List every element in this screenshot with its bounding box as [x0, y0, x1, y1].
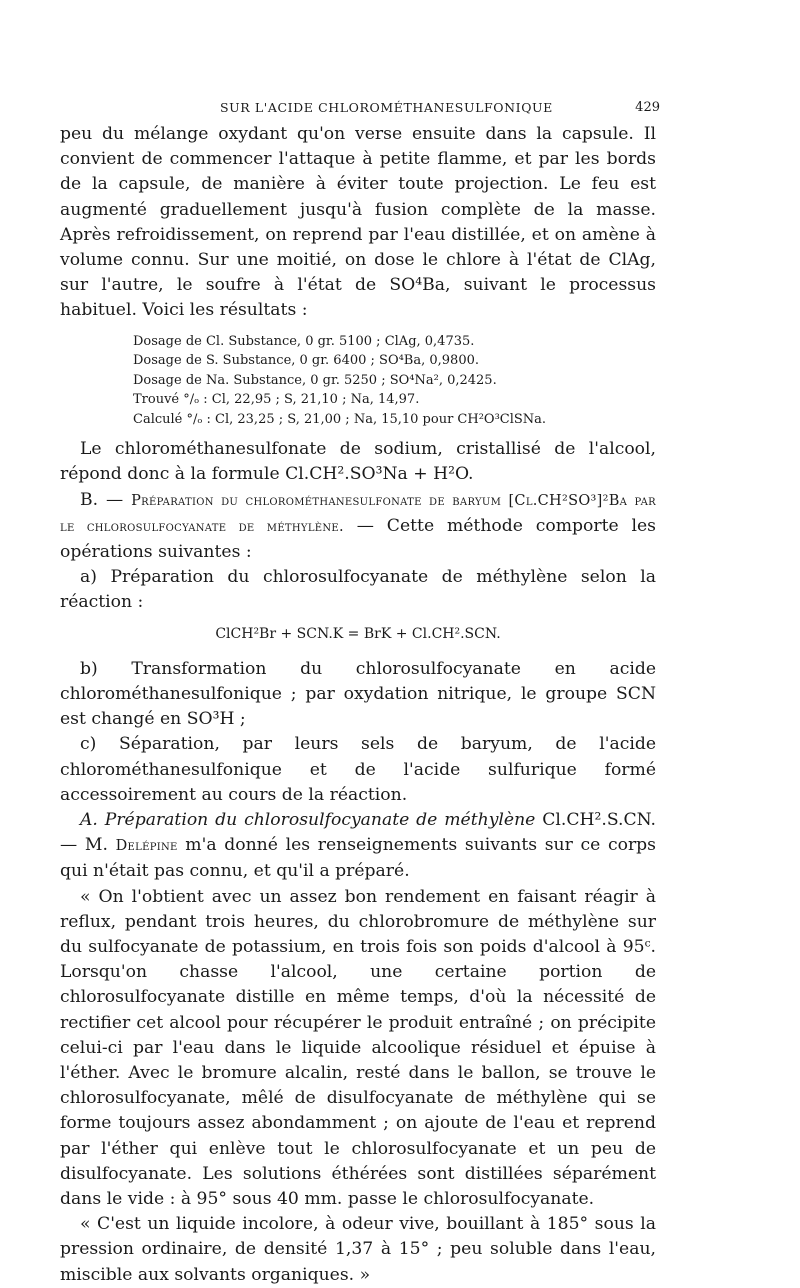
- step-a: a) Préparation du chlorosulfocyanate de méthylène selon la réaction :: [60, 567, 656, 613]
- quote-preparation: « On l'obtient avec un assez bon rendement en faisant réagir à reflux, pendant trois heures, du chlorobromure de méthylène sur du sulfocyanate de potassium, en trois fois son poids d'alcool à 95ᶜ. Lorsqu'on chasse l'alcool, une certaine portion de chlorosulfocyanate distille en même temps, d'où la nécessité de rectifier cet alcool pour récupérer le produit entraîné ; on précipite celui-ci par l'eau dans le liquide alcoolique résiduel et épuise à l'éther. Avec le bromure alcalin, resté dans le ballon, se trouve le chlorosulfocyanate, mêlé de disulfocyanate de méthylène qui se forme toujours assez abondamment ; on ajoute de l'eau et reprend par l'éther qui enlève tout le chlorosulfocyanate et un peu de disulfocyanate. Les solutions éthérées sont distillées séparément dans le vide : à 95° sous 40 mm. passe le chlorosulfocyanate.: [60, 886, 656, 1210]
- page-number: 429: [635, 100, 660, 115]
- section-b-rest: — Cette méthode comporte les opérations suivantes :: [60, 515, 656, 562]
- result-line-s: Dosage de S. Substance, 0 gr. 6400 ; SO⁴Ba, 0,9800.: [133, 353, 479, 369]
- step-b: b) Transformation du chlorosulfocyanate en acide chlorométhanesulfonique ; par oxydation nitrique, le groupe SCN est changé en SO³H ;: [60, 658, 656, 730]
- paragraph-section-a: [60, 808, 656, 885]
- result-line-calculated: Calculé °/ₒ : Cl, 23,25 ; S, 21,00 ; Na, 15,10 pour CH²O³ClSNa.: [133, 411, 547, 427]
- result-line-na: Dosage de Na. Substance, 0 gr. 5250 ; SO⁴Na², 0,2425.: [133, 372, 497, 388]
- author-name: Delépine: [115, 838, 178, 855]
- section-b-lead: B. —: [80, 489, 132, 510]
- section-a-formula: Cl.CH².S.CN. — M.: [60, 809, 657, 856]
- section-a-end: m'a donné les renseignements suivants sur ce corps qui n'était pas connu, et qu'il a préparé.: [60, 835, 657, 882]
- reaction-equation: ClCH²Br + SCN.K = BrK + Cl.CH².SCN.: [215, 625, 501, 642]
- step-c: c) Séparation, par leurs sels de baryum, de l'acide chlorométhanesulfonique et de l'acide sulfurique formé accessoirement au cours de la réaction.: [60, 734, 656, 805]
- section-a-heading: A. Préparation du chlorosulfocyanate de méthylène: [80, 809, 536, 830]
- paragraph-method-b: [60, 488, 656, 566]
- result-line-cl: Dosage de Cl. Substance, 0 gr. 5100 ; ClAg, 0,4735.: [133, 333, 475, 349]
- quote-properties: « C'est un liquide incolore, à odeur vive, bouillant à 185° sous la pression ordinaire, de densité 1,37 à 15° ; peu soluble dans l'eau, miscible aux solvants organiques. »: [60, 1214, 656, 1285]
- paragraph-formula-sodium: Le chlorométhanesulfonate de sodium, cristallisé de l'alcool, répond donc à la formule Cl.CH².SO³Na + H²O.: [60, 439, 656, 485]
- results-block: [133, 332, 656, 430]
- page-body: [60, 122, 656, 1288]
- result-line-found: Trouvé °/ₒ : Cl, 22,95 ; S, 21,10 ; Na, 14,97.: [133, 392, 420, 408]
- paragraph-oxidation: peu du mélange oxydant qu'on verse ensuite dans la capsule. Il convient de commencer l'attaque à petite flamme, et par les bords de la capsule, de manière à éviter toute projection. Le feu est augmenté graduellement jusqu'à fusion complète de la masse. Après refroidissement, on reprend par l'eau distillée, et on amène à volume connu. Sur une moitié, on dose le chlore à l'état de ClAg, sur l'autre, le soufre à l'état de SO⁴Ba, suivant le processus habituel. Voici les résultats :: [60, 124, 656, 321]
- section-b-heading: Préparation du chlorométhanesulfonate de baryum [Cl.CH²SO³]²Ba par le chlorosulfocyanate de méthylène.: [60, 492, 656, 535]
- running-title: SUR L'ACIDE CHLOROMÉTHANESULFONIQUE: [220, 100, 553, 115]
- page-header: [60, 100, 660, 122]
